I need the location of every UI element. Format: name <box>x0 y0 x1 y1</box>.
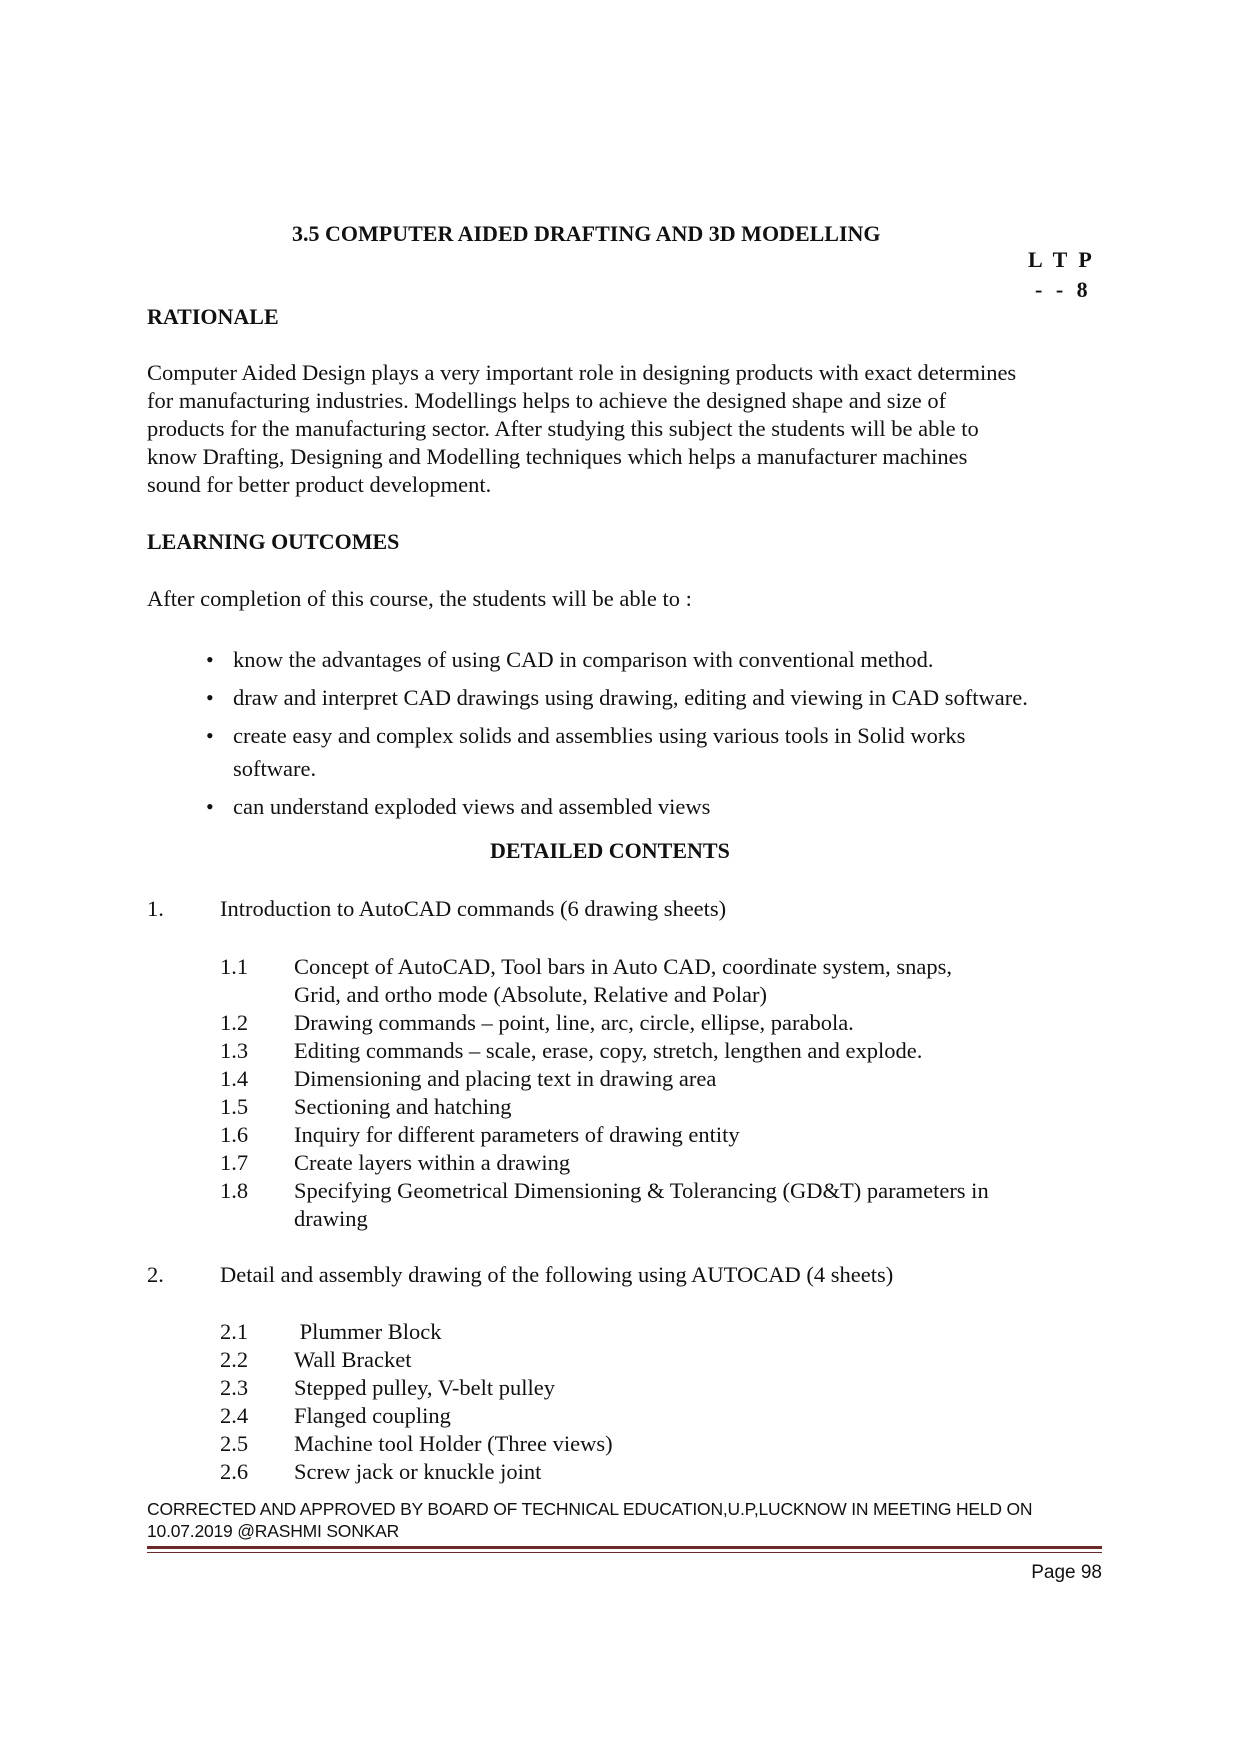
subitem-number: 1.1 <box>220 954 249 979</box>
list-item <box>203 719 1013 785</box>
bullet-icon: • <box>206 647 214 672</box>
rationale-paragraph <box>147 359 1107 499</box>
section-title: Detail and assembly drawing of the following using AUTOCAD (4 sheets) <box>220 1262 894 1287</box>
rationale-line: know Drafting, Designing and Modelling techniques which helps a manufacturer machines <box>147 444 968 469</box>
subitem-text: Create layers within a drawing <box>294 1150 571 1175</box>
learning-outcomes-list <box>203 643 1133 828</box>
subitem-number: 2.2 <box>220 1347 249 1372</box>
rationale-heading: RATIONALE <box>147 304 279 329</box>
subitem-text: drawing <box>294 1206 368 1231</box>
footer-line: CORRECTED AND APPROVED BY BOARD OF TECHNICAL EDUCATION,U.P,LUCKNOW IN MEETING HELD ON <box>147 1499 1033 1519</box>
section-number: 2. <box>147 1262 164 1287</box>
learning-outcomes-intro: After completion of this course, the students will be able to : <box>147 586 692 611</box>
footer-divider <box>147 1552 1102 1553</box>
outcome-text: know the advantages of using CAD in comparison with conventional method. <box>233 647 934 672</box>
subitem-text: Dimensioning and placing text in drawing area <box>294 1066 717 1091</box>
subitem-number: 1.6 <box>220 1122 249 1147</box>
outcome-text: draw and interpret CAD drawings using drawing, editing and viewing in CAD software. <box>233 685 1028 710</box>
learning-outcomes-heading: LEARNING OUTCOMES <box>147 529 400 554</box>
detailed-contents-heading: DETAILED CONTENTS <box>490 838 730 863</box>
bullet-icon: • <box>206 794 214 819</box>
subitem-text: Specifying Geometrical Dimensioning & Tolerancing (GD&T) parameters in <box>294 1178 989 1203</box>
footer-divider <box>147 1546 1102 1549</box>
rationale-line: Computer Aided Design plays a very important role in designing products with exact determines <box>147 360 1017 385</box>
subitem-text: Inquiry for different parameters of drawing entity <box>294 1122 740 1147</box>
outcome-text: create easy and complex solids and assemblies using various tools in Solid works software. <box>233 723 966 781</box>
subitem-number: 2.1 <box>220 1319 249 1344</box>
subitem-text: Editing commands – scale, erase, copy, stretch, lengthen and explode. <box>294 1038 923 1063</box>
subitem-number: 2.5 <box>220 1431 249 1456</box>
rationale-line: sound for better product development. <box>147 472 492 497</box>
subitem-number: 1.2 <box>220 1010 249 1035</box>
section-title: Introduction to AutoCAD commands (6 drawing sheets) <box>220 896 727 921</box>
subitem-number: 1.7 <box>220 1150 249 1175</box>
subitem-number: 1.5 <box>220 1094 249 1119</box>
list-item <box>203 643 1133 676</box>
subitem-number: 2.4 <box>220 1403 249 1428</box>
footer-line: 10.07.2019 @RASHMI SONKAR <box>147 1521 400 1541</box>
footer-approval-note <box>147 1498 1087 1542</box>
subitem-number: 1.4 <box>220 1066 249 1091</box>
subitem-text: Plummer Block <box>294 1319 442 1344</box>
rationale-line: products for the manufacturing sector. After studying this subject the students will be able to <box>147 416 979 441</box>
ltp-labels: L T P <box>1028 247 1092 272</box>
subitem-text: Machine tool Holder (Three views) <box>294 1431 613 1456</box>
subitem-text: Stepped pulley, V-belt pulley <box>294 1375 556 1400</box>
rationale-line: for manufacturing industries. Modellings helps to achieve the designed shape and size of <box>147 388 947 413</box>
page-number: Page 98 <box>1031 1562 1102 1583</box>
subitem-text: Sectioning and hatching <box>294 1094 512 1119</box>
subitem-text: Concept of AutoCAD, Tool bars in Auto CAD, coordinate system, snaps, <box>294 954 952 979</box>
list-item <box>203 681 1133 714</box>
document-title: 3.5 COMPUTER AIDED DRAFTING AND 3D MODELLING <box>292 221 881 246</box>
subitem-number: 1.3 <box>220 1038 249 1063</box>
subitem-text: Wall Bracket <box>294 1347 412 1372</box>
subitem-text: Grid, and ortho mode (Absolute, Relative and Polar) <box>294 982 768 1007</box>
subitem-number: 1.8 <box>220 1178 249 1203</box>
subitem-text: Screw jack or knuckle joint <box>294 1459 542 1484</box>
subitem-number: 2.6 <box>220 1459 249 1484</box>
bullet-icon: • <box>206 685 214 710</box>
list-item <box>203 790 1133 823</box>
subitem-number: 2.3 <box>220 1375 249 1400</box>
subitem-text: Drawing commands – point, line, arc, circle, ellipse, parabola. <box>294 1010 854 1035</box>
subitem-text: Flanged coupling <box>294 1403 451 1428</box>
section-number: 1. <box>147 896 164 921</box>
bullet-icon: • <box>206 723 214 748</box>
outcome-text: can understand exploded views and assembled views <box>233 794 711 819</box>
ltp-values: - - 8 <box>1035 277 1088 302</box>
